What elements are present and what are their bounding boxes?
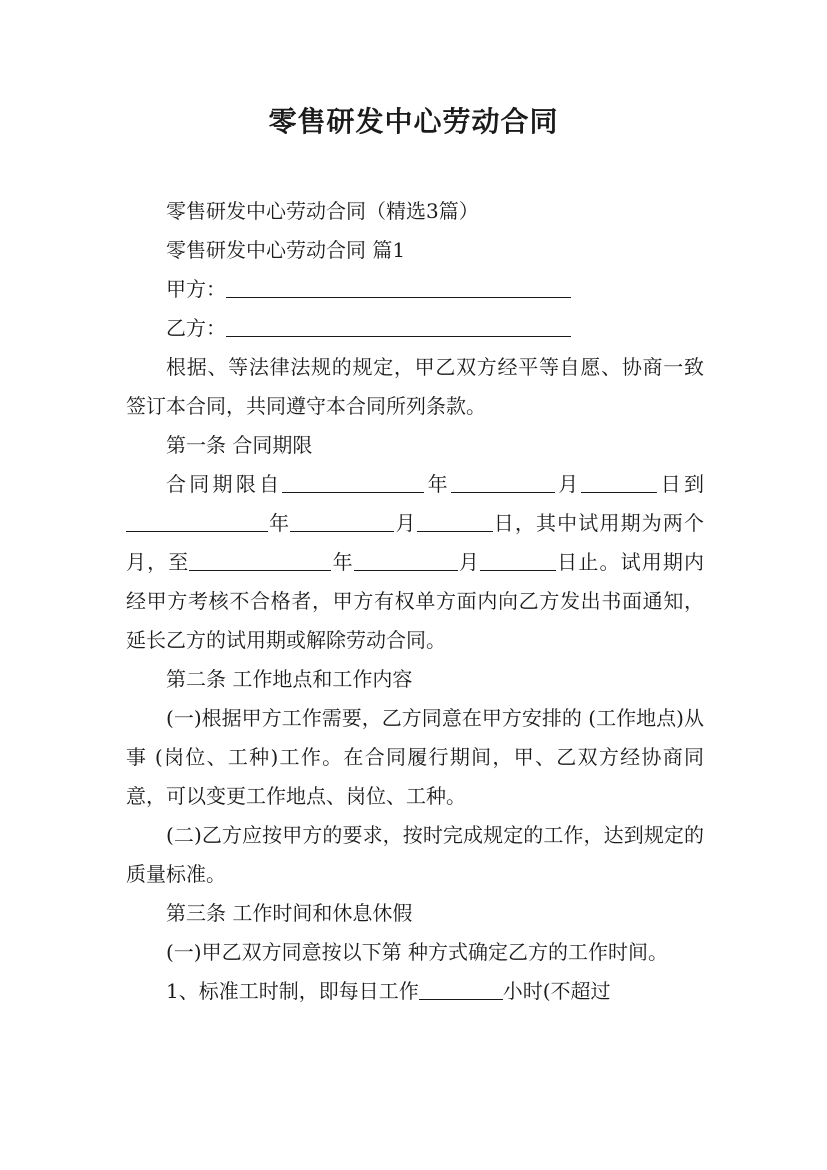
article2-item1: (一)根据甲方工作需要，乙方同意在甲方安排的 (工作地点)从事 (岗位、工种)工作。在合同履行期间，甲、乙双方经协商同意，可以变更工作地点、岗位、工种。: [126, 706, 704, 808]
party-b-blank: [226, 312, 571, 337]
month-label: 月: [457, 550, 481, 574]
article1-heading: 第一条 合同期限: [166, 433, 313, 457]
party-a-line: [126, 270, 704, 309]
intro-paragraph: 根据、等法律法规的规定，甲乙双方经平等自愿、协商一致签订本合同，共同遵守本合同所列条款。: [126, 355, 704, 418]
hours-blank: [419, 975, 503, 1000]
month-label: 月: [394, 511, 417, 535]
start-month-blank: [451, 468, 555, 493]
end-year-blank: [126, 507, 268, 532]
start-year-blank: [282, 468, 424, 493]
article1-paragraph: [126, 465, 704, 660]
trial-month-blank: [354, 546, 458, 571]
party-b-label: 乙方：: [166, 316, 226, 340]
month-label: 月: [554, 472, 582, 496]
article1-text-end: 日止。试用期内经甲方考核不合格者，甲方有权单方面内向乙方发出书面通知，延长乙方的试用期或解除劳动合同。: [126, 550, 705, 652]
end-month-blank: [290, 507, 394, 532]
article2-item2: (二)乙方应按甲方的要求，按时完成规定的工作，达到规定的质量标准。: [126, 823, 704, 886]
article3-heading: 第三条 工作时间和休息休假: [166, 901, 413, 925]
party-a-blank: [226, 273, 571, 298]
year-label: 年: [424, 472, 451, 496]
article1-text-start: 合同期限自: [166, 472, 283, 496]
document-title: 零售研发中心劳动合同: [268, 105, 559, 138]
year-label: 年: [331, 550, 354, 574]
sub1-text-start: 1、标准工时制，即每日工作: [166, 979, 419, 1003]
article2-heading: 第二条 工作地点和工作内容: [166, 667, 413, 691]
day-to-label: 日到: [657, 472, 705, 496]
document-body: [126, 192, 704, 1011]
trial-text: 日，其中试用期为两个月，至: [126, 511, 705, 574]
trial-day-blank: [480, 546, 556, 571]
article3-item1: (一)甲乙双方同意按以下第 种方式确定乙方的工作时间。: [166, 940, 668, 964]
chapter-heading: 零售研发中心劳动合同 篇1: [166, 238, 406, 262]
party-b-line: [126, 309, 704, 348]
article3-sub1: [126, 972, 704, 1011]
sub1-text-end: 小时(不超过: [502, 979, 611, 1003]
start-day-blank: [581, 468, 657, 493]
end-day-blank: [417, 507, 493, 532]
year-label: 年: [268, 511, 291, 535]
document-subtitle: 零售研发中心劳动合同（精选3篇）: [166, 199, 479, 223]
party-a-label: 甲方：: [166, 277, 226, 301]
trial-year-blank: [189, 546, 331, 571]
